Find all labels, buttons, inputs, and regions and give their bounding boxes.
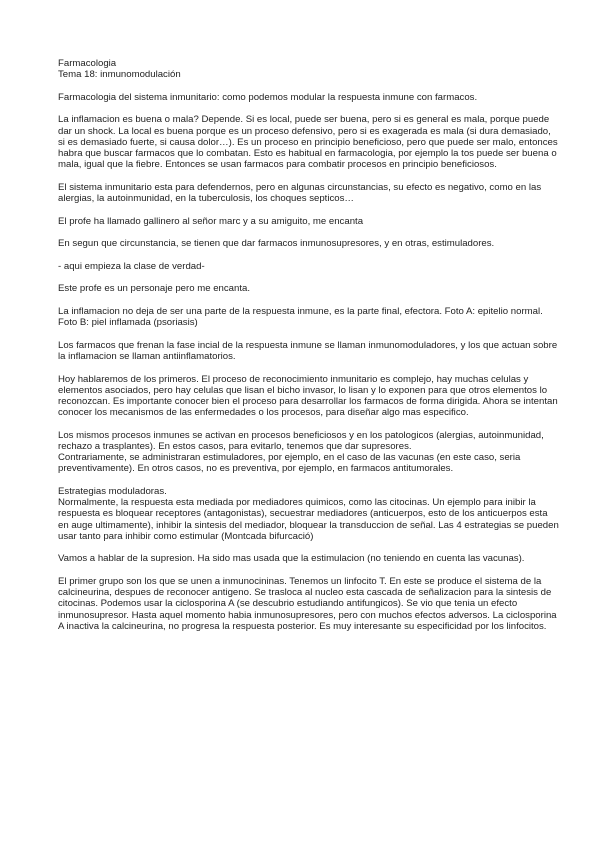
section-heading: Estrategias moduladoras. [58,485,167,497]
paragraph [58,182,559,204]
paragraph [58,283,559,294]
document-title: Farmacologia [58,58,117,69]
paragraph-text: Farmacologia del sistema inmunitario: como podemos modular la respuesta inmune con farmacos. [58,91,478,103]
paragraph-text: Normalmente, la respuesta esta mediada por mediadores quimicos, como las citocinas. Un ejemplo para inibir la respuesta es bloquear receptores (antagonistas), secuestrar mediadores (anticuerpos, esto de los anticuerpos esta en auge ultimamente), inhibir la sintesis del mediador, bloquear la transduccion de señal. Las 4 estrategias se pueden usar tanto para inhibir como estimular (Montcada bifurcació) [58,497,559,542]
paragraph-text: Hoy hablaremos de los primeros. El proceso de reconocimiento inmunitario es complejo, hay muchas celulas y elementos asociados, pero hay celulas que lisan el bicho invasor, lo lisan y lo exponen para que otros elementos lo reconozcan. Es importante conocer bien el proceso para desarrollar los farmacos de forma dirigida. Ahora se intentan conocer los mecanismos de las enfermedades o los procesos, para diseñar algo mas especifico. [58,373,558,419]
paragraph-text: Los mismos procesos inmunes se activan en procesos beneficiosos y en los patologicos (alergias, autoinmunidad, rechazo a trasplantes). En estos casos, para evitarlo, tenemos que dar supresores. [58,429,544,452]
paragraph-text: El profe ha llamado gallinero al señor marc y a su amiguito, me encanta [58,215,364,227]
paragraph-text: - aqui empieza la clase de verdad- [58,260,205,272]
document-subtitle: Tema 18: inmunomodulación [58,69,181,81]
paragraph-text: El primer grupo son los que se unen a inmunocininas. Tenemos un linfocito T. En este se produce el sistema de la calcineurina, despues de reconocer antigeno. Se trasloca al nucleo esta cascada de señalizacion para la sintesis de citocinas. Podemos usar la ciclosporina A (se descubrio estudiando antifungicos). Se vio que tenia un efecto inmunosupresor. Hasta aquel momento habia inmunosupresores, pero con muchos efectos adversos. La ciclosporina A inactiva la calcineurina, no progresa la respuesta posterior. Es muy interesante su especificidad por los linfocitos. [58,575,557,632]
paragraph [58,238,559,249]
paragraph [58,486,559,542]
paragraph-text: La inflamacion es buena o mala? Depende. Si es local, puede ser buena, pero si es general es mala, porque puede dar un shock. La local es buena porque es un proceso defensivo, pero si es exagerada es mala (si dura demasiado, si es demasiado fuerte, si causa dolor…). Es un proceso en principio beneficioso, pero que puede ser malo, entonces habra que buscar farmacos que lo combatan. Esto es habitual en farmacologia, por ejemplo la tos puede ser buena o mala, igual que la fiebre. Entonces se usan farmacos para combatir procesos en principio beneficiosos. [58,114,558,171]
paragraph [58,216,559,227]
paragraph [58,553,559,564]
paragraph [58,92,559,103]
paragraph-text: Vamos a hablar de la supresion. Ha sido mas usada que la estimulacion (no teniendo en cuenta las vacunas). [58,553,525,565]
paragraph [58,114,559,170]
paragraph [58,374,559,419]
paragraph-text: Este profe es un personaje pero me encanta. [58,283,250,295]
paragraph [58,576,559,632]
paragraph-text: El sistema inmunitario esta para defendernos, pero en algunas circunstancias, su efecto es negativo, como en las alergias, la autoinmunidad, en la tuberculosis, los choques septicos… [58,181,542,204]
paragraph [58,306,559,328]
paragraph-text: Contrariamente, se administraran estimuladores, por ejemplo, en el caso de las vacunas (en este caso, seria preventivamente). En otros casos, no es preventiva, por ejemplo, en farmacos antitumorales. [58,452,521,475]
paragraph-text: Los farmacos que frenan la fase incial de la respuesta inmune se llaman inmunomoduladores, y los que actuan sobre la inflamacion se llaman antiinflamatorios. [58,339,558,362]
paragraph [58,430,559,475]
paragraph-text: En segun que circunstancia, se tienen que dar farmacos inmunosupresores, y en otras, estimuladores. [58,238,495,250]
paragraph [58,340,559,362]
paragraph-text: La inflamacion no deja de ser una parte de la respuesta inmune, es la parte final, efectora. Foto A: epitelio normal. Foto B: piel inflamada (psoriasis) [58,305,543,329]
paragraph [58,261,559,272]
document-header [58,58,559,80]
